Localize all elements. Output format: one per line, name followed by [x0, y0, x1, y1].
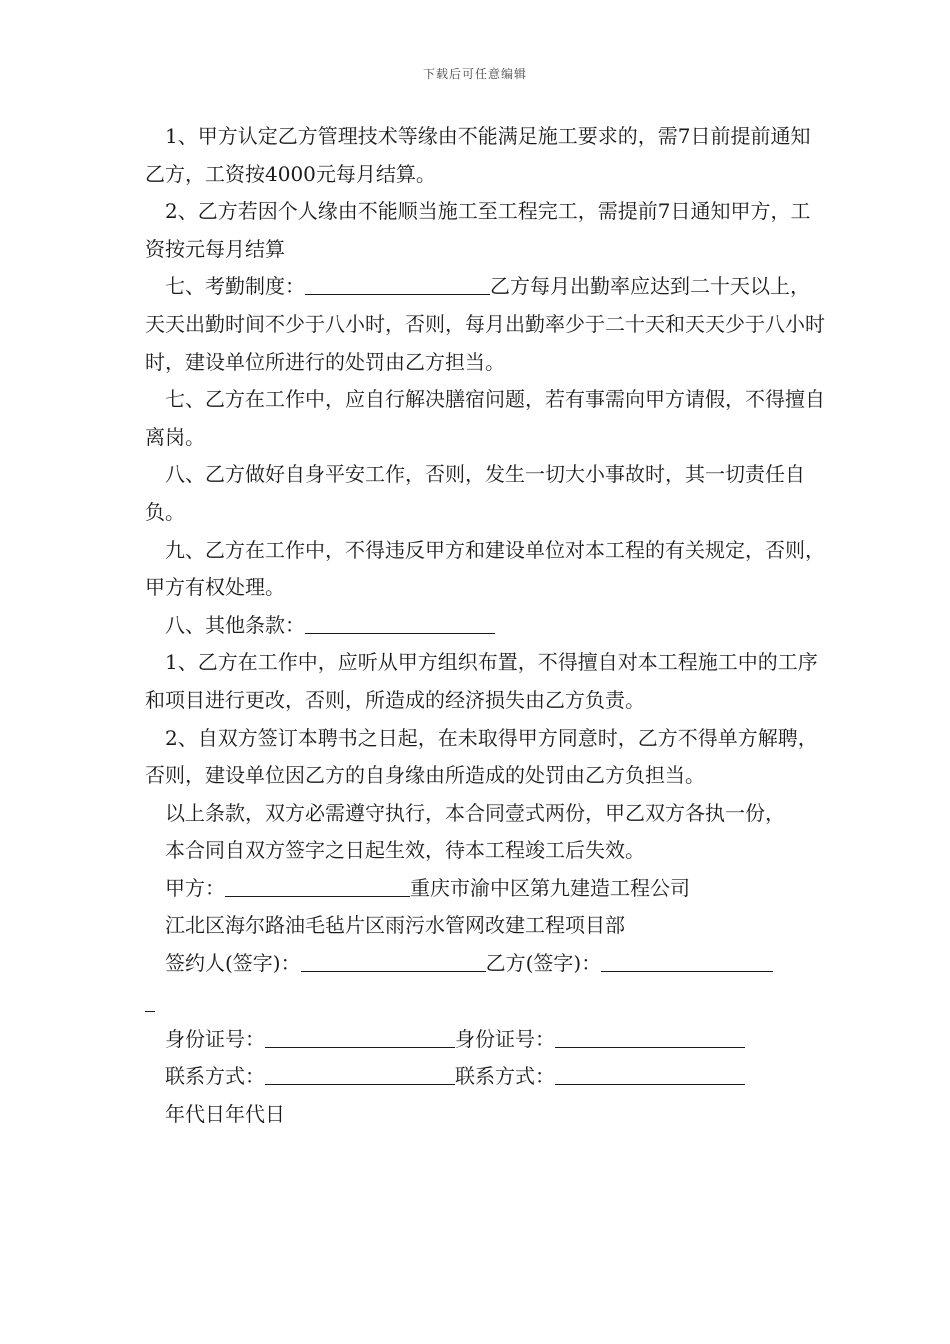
contact-line	[145, 1058, 825, 1096]
page-header: 下载后可任意编辑	[422, 67, 527, 81]
id-label-b: 身份证号：	[455, 1026, 555, 1051]
meals-clause: 七、乙方在工作中，应自行解决膳宿问题，若有事需向甲方请假，不得擅自离岗。	[145, 387, 825, 449]
signature-overflow-underline	[145, 983, 155, 1012]
contact-label-a: 联系方式：	[165, 1064, 265, 1089]
signer-label: 签约人(签字)：	[165, 951, 301, 976]
date-line: 年代日年代日	[165, 1101, 285, 1126]
attendance-text: 乙方每月出勤率应达到二十天以上，天天出勤时间不少于八小时，否则，每月出勤率少于二十天和天天少于八小时时，建设单位所进行的处罚由乙方担当。	[145, 274, 825, 374]
contact-blank-b	[555, 1062, 745, 1085]
party-a-blank	[225, 874, 410, 897]
party-b-blank	[601, 949, 773, 972]
safety-clause: 八、乙方做好自身平安工作，否则，发生一切大小事故时，其一切责任自负。	[145, 462, 805, 524]
rules-clause: 九、乙方在工作中，不得违反甲方和建设单位对本工程的有关规定，否则，甲方有权处理。	[145, 537, 825, 600]
other-clause-2: 2、自双方签订本聘书之日起，在未取得甲方同意时，乙方不得单方解聘，否则，建设单位因乙方的自身缘由所造成的处罚由乙方负担当。	[145, 725, 818, 788]
id-blank-b	[555, 1025, 745, 1048]
party-a-label: 甲方：	[165, 875, 225, 900]
contact-blank-a	[265, 1062, 455, 1085]
clause-1: 1、甲方认定乙方管理技术等缘由不能满足施工要求的，需7日前提前通知乙方，工资按4000元每月结算。	[145, 124, 811, 186]
other-terms-label: 八、其他条款：	[165, 612, 305, 637]
contact-label-b: 联系方式：	[455, 1064, 555, 1089]
id-line	[145, 1021, 825, 1059]
compliance-clause: 以上条款，双方必需遵守执行，本合同壹式两份，甲乙双方各执一份，	[165, 800, 785, 825]
contract-body	[145, 118, 825, 1133]
project-name: 江北区海尔路油毛毡片区雨污水管网改建工程项目部	[165, 913, 625, 938]
effective-clause: 本合同自双方签字之日起生效，待本工程竣工后失效。	[165, 838, 645, 863]
clause-2: 2、乙方若因个人缘由不能顺当施工至工程完工，需提前7日通知甲方，工资按元每月结算	[145, 199, 811, 261]
signer-blank	[301, 949, 486, 972]
attendance-blank	[305, 272, 490, 295]
other-terms-blank	[305, 611, 495, 634]
attendance-clause	[145, 268, 825, 381]
id-blank-a	[265, 1025, 455, 1048]
attendance-label: 七、考勤制度：	[165, 274, 305, 299]
other-terms	[145, 607, 825, 645]
party-a-name: 重庆市渝中区第九建造工程公司	[410, 875, 690, 900]
party-a-line	[145, 870, 825, 908]
signature-line	[145, 945, 825, 983]
id-label-a: 身份证号：	[165, 1026, 265, 1051]
other-clause-1: 1、乙方在工作中，应听从甲方组织布置，不得擅自对本工程施工中的工序和项目进行更改，否则，所造成的经济损失由乙方负责。	[145, 650, 818, 712]
party-b-label: 乙方(签字)：	[485, 951, 602, 976]
